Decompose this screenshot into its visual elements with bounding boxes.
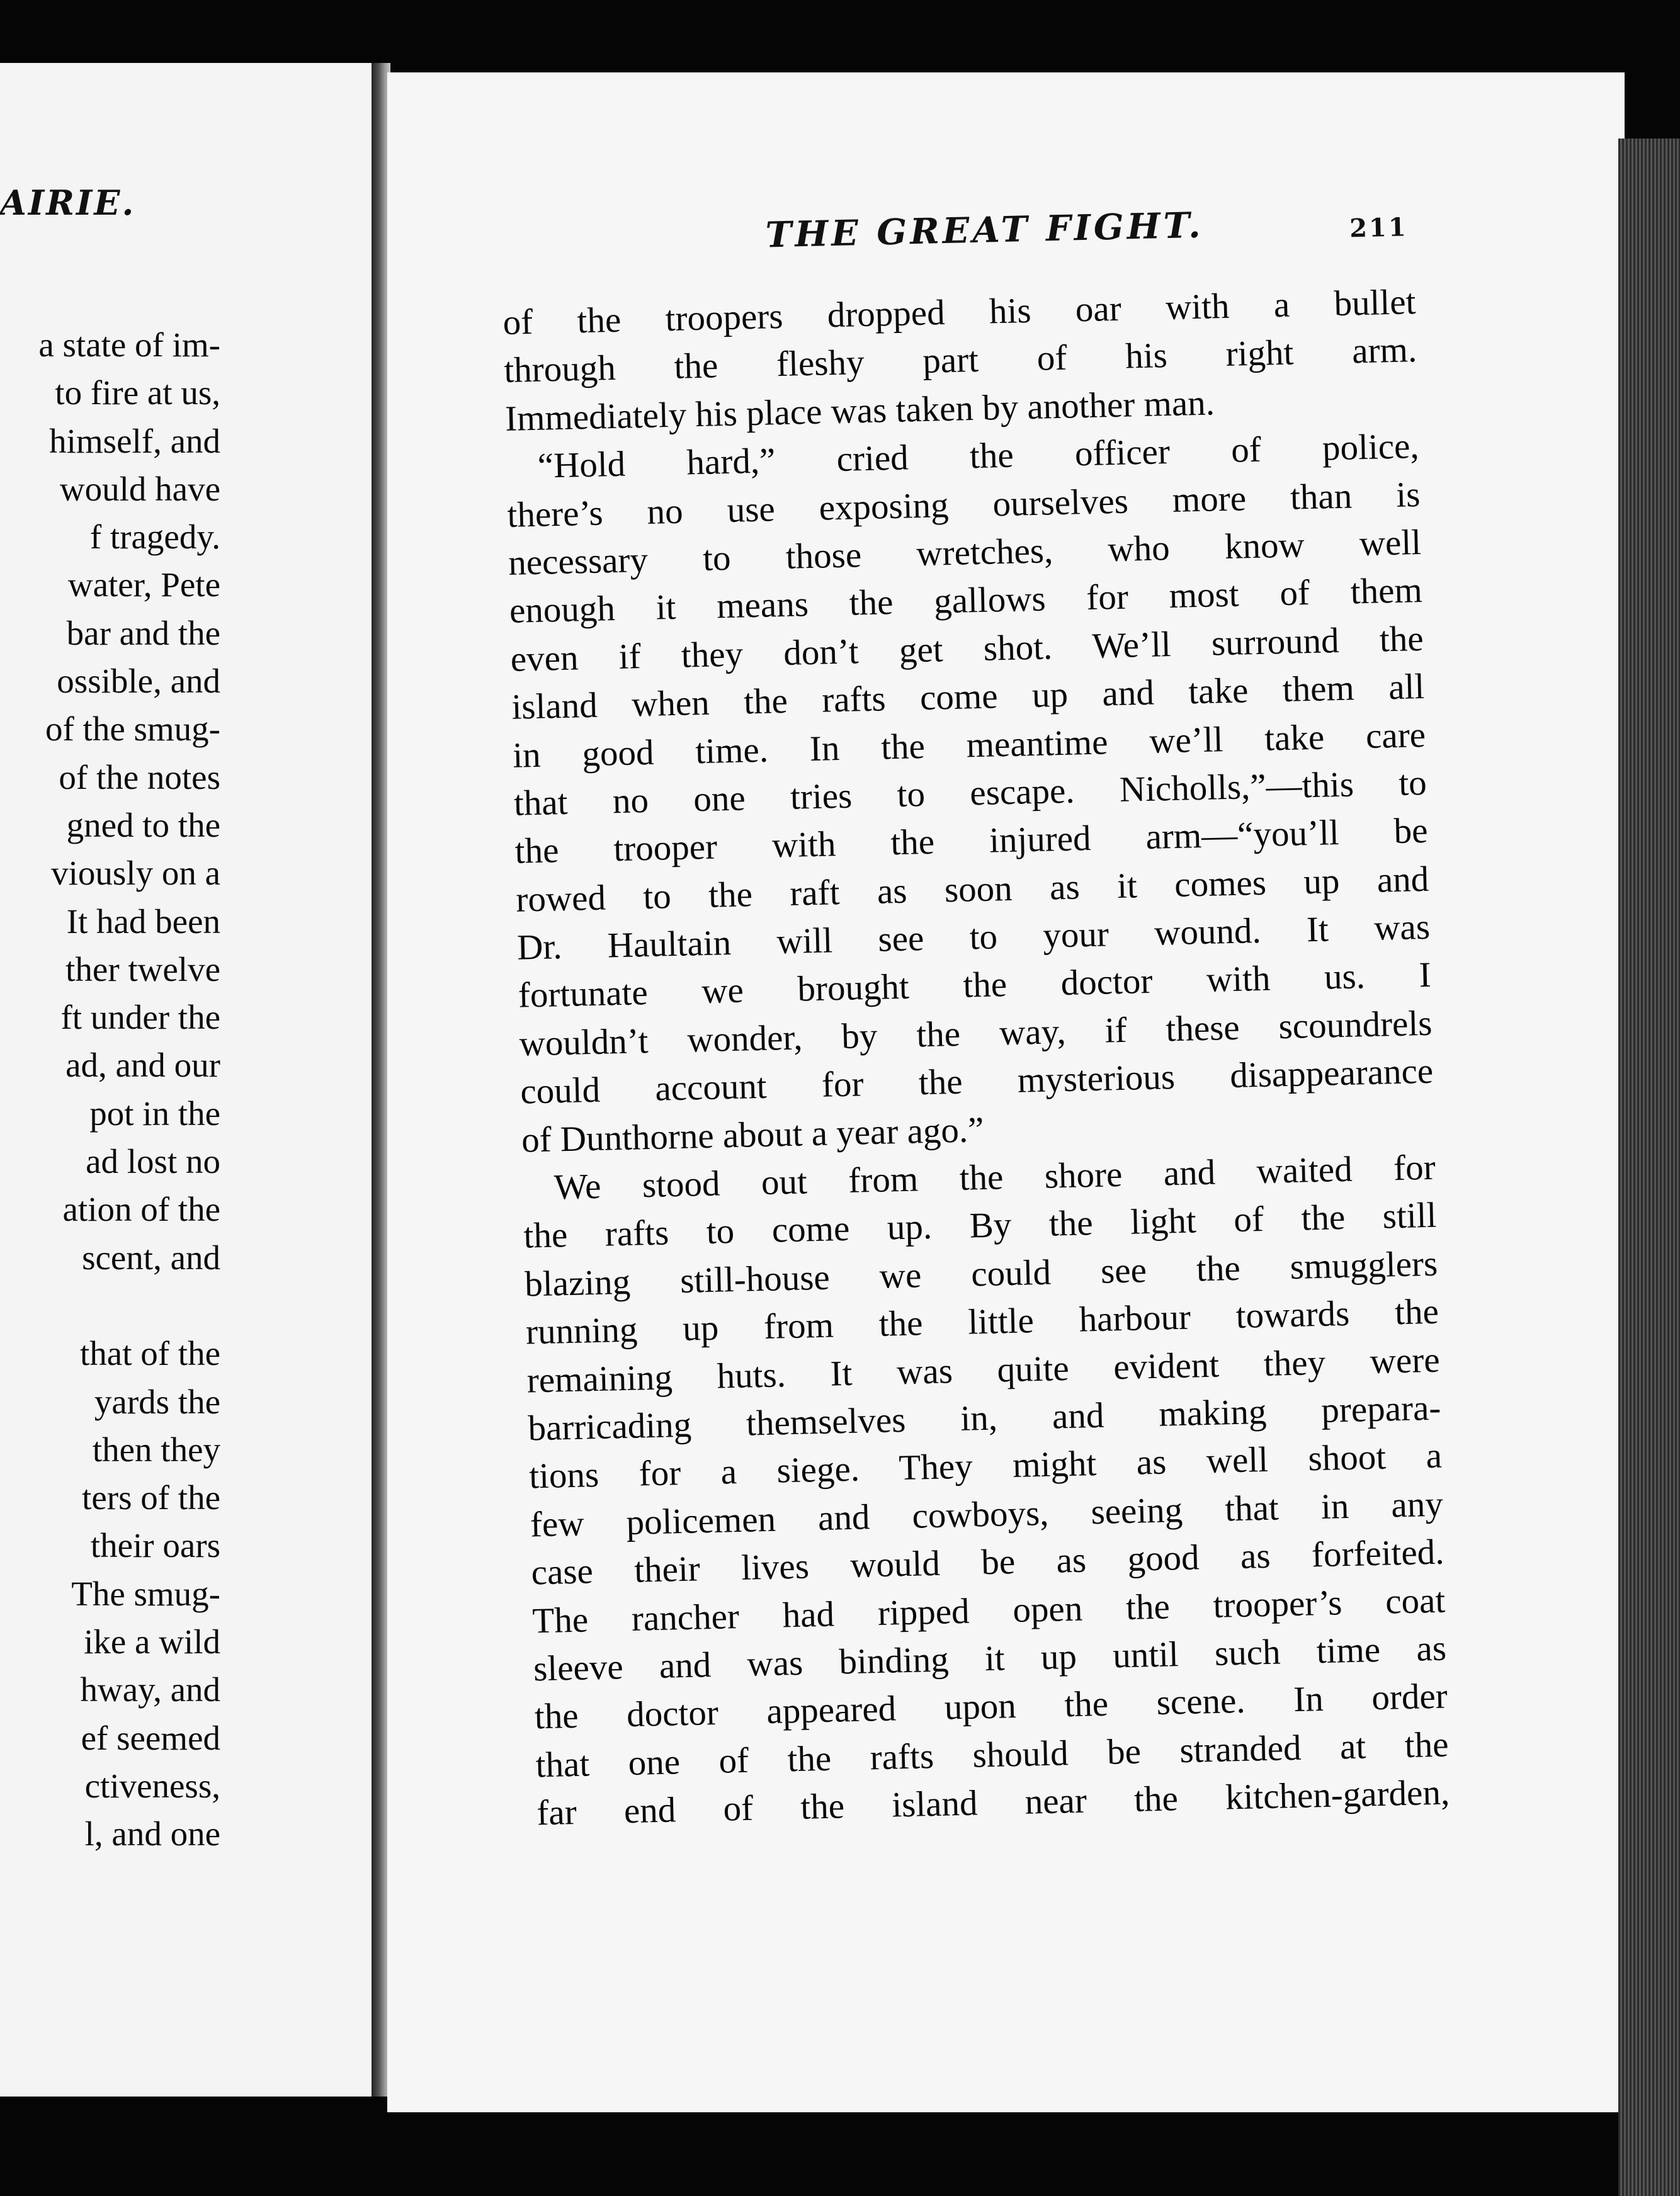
left-text-line: of the notes [59,757,220,796]
text-line: even if they don’t get shot. We’ll surround the [510,618,1424,679]
left-text-line: to fire at us, [55,373,220,412]
text-line: enough it means the gallows for most of them [509,570,1423,631]
running-title: THE GREAT FIGHT. [764,204,1205,256]
text-line: “Hold hard,” cried the officer of police, [537,426,1420,486]
text-line: island when the rafts come up and take them all [511,667,1425,727]
text-line: of Dunthorne about a year ago.” [521,1109,985,1160]
text-line: wouldn’t wonder, by the way, if these scoundrels [518,1003,1433,1064]
left-text-line: The smug- [71,1574,220,1613]
text-line: sleeve and was binding it up until such time as [533,1628,1447,1689]
text-line: the doctor appeared upon the scene. In order [534,1676,1448,1737]
left-text-line: gned to the [66,805,220,844]
left-running-head: AIRIE. [0,183,136,223]
left-page-text [0,321,220,1859]
left-text-line: hway, and [80,1670,220,1709]
left-text-line: yards the [94,1382,220,1421]
left-text-line [0,1282,220,1330]
text-line: that no one tries to escape. Nicholls,”—this to [513,762,1427,824]
text-line: running up from the little harbour towards the [525,1291,1439,1352]
left-text-line: that of the [80,1334,220,1373]
text-line: case their lives would be as good as forfeited. [531,1532,1445,1593]
left-text-line: of the smug- [45,710,220,749]
text-line: of the troopers dropped his oar with a bullet [502,282,1417,342]
text-line: in good time. In the meantime we’ll take care [512,715,1426,776]
text-line: necessary to those wretches, who know well [508,522,1422,583]
text-line: far end of the island near the kitchen-garden, [536,1772,1450,1833]
left-text-line: ctiveness, [84,1766,220,1805]
text-line: few policemen and cowboys, seeing that in any [530,1484,1444,1545]
text-line: The rancher had ripped open the trooper’s coat [531,1580,1446,1641]
left-page [0,63,378,2097]
left-text-line: ation of the [62,1190,220,1229]
left-text-line: himself, and [49,421,220,460]
text-line: fortunate we brought the doctor with us. I [518,955,1432,1016]
left-text-line: ad, and our [65,1046,220,1085]
left-text-line: ike a wild [84,1622,220,1661]
left-text-line: their oars [90,1526,220,1565]
left-text-line: viously on a [51,854,220,893]
left-text-line: then they [92,1430,220,1469]
text-line: We stood out from the shore and waited for [553,1147,1436,1208]
left-text-line: ft under the [60,998,220,1037]
left-text-line: scent, and [82,1238,220,1277]
left-text-line: pot in the [89,1094,220,1133]
left-text-line: l, and one [84,1814,220,1854]
text-line: blazing still-house we could see the smugglers [524,1243,1438,1305]
text-line: through the fleshy part of his right arm. [503,330,1417,391]
left-text-line: It had been [66,902,220,941]
left-text-line: f tragedy. [89,518,220,557]
left-text-line: ters of the [82,1478,220,1517]
text-line: barricading themselves in, and making prepara- [527,1388,1441,1449]
text-line: rowed to the raft as soon as it comes up and [515,859,1429,920]
page-number: 211 [1349,212,1409,244]
text-line: could account for the mysterious disappearance [519,1051,1434,1112]
text-line: Immediately his place was taken by another man. [504,383,1215,439]
text-line: there’s no use exposing ourselves more than is [506,474,1421,535]
text-line: tions for a siege. They might as well shoot a [528,1435,1443,1497]
text-line: the rafts to come up. By the light of the still [523,1196,1437,1256]
left-text-line: ef seemed [81,1718,220,1757]
left-text-line: ossible, and [57,662,220,701]
text-line: remaining huts. It was quite evident they were [526,1340,1441,1401]
left-text-line: water, Pete [67,565,220,604]
text-line: the trooper with the injured arm—“you’ll be [514,811,1429,872]
left-text-line: a state of im- [38,325,220,364]
left-text-line: ad lost no [86,1142,220,1181]
left-text-line: bar and the [66,613,220,652]
text-line: Dr. Haultain will see to your wound. It was [516,907,1431,968]
page-edges [1618,139,1680,2196]
text-line: that one of the rafts should be stranded at the [535,1724,1450,1786]
right-page-content [501,200,1450,1838]
left-text-line: ther twelve [65,949,220,988]
left-text-line: would have [59,469,220,508]
body-text [502,278,1450,1838]
